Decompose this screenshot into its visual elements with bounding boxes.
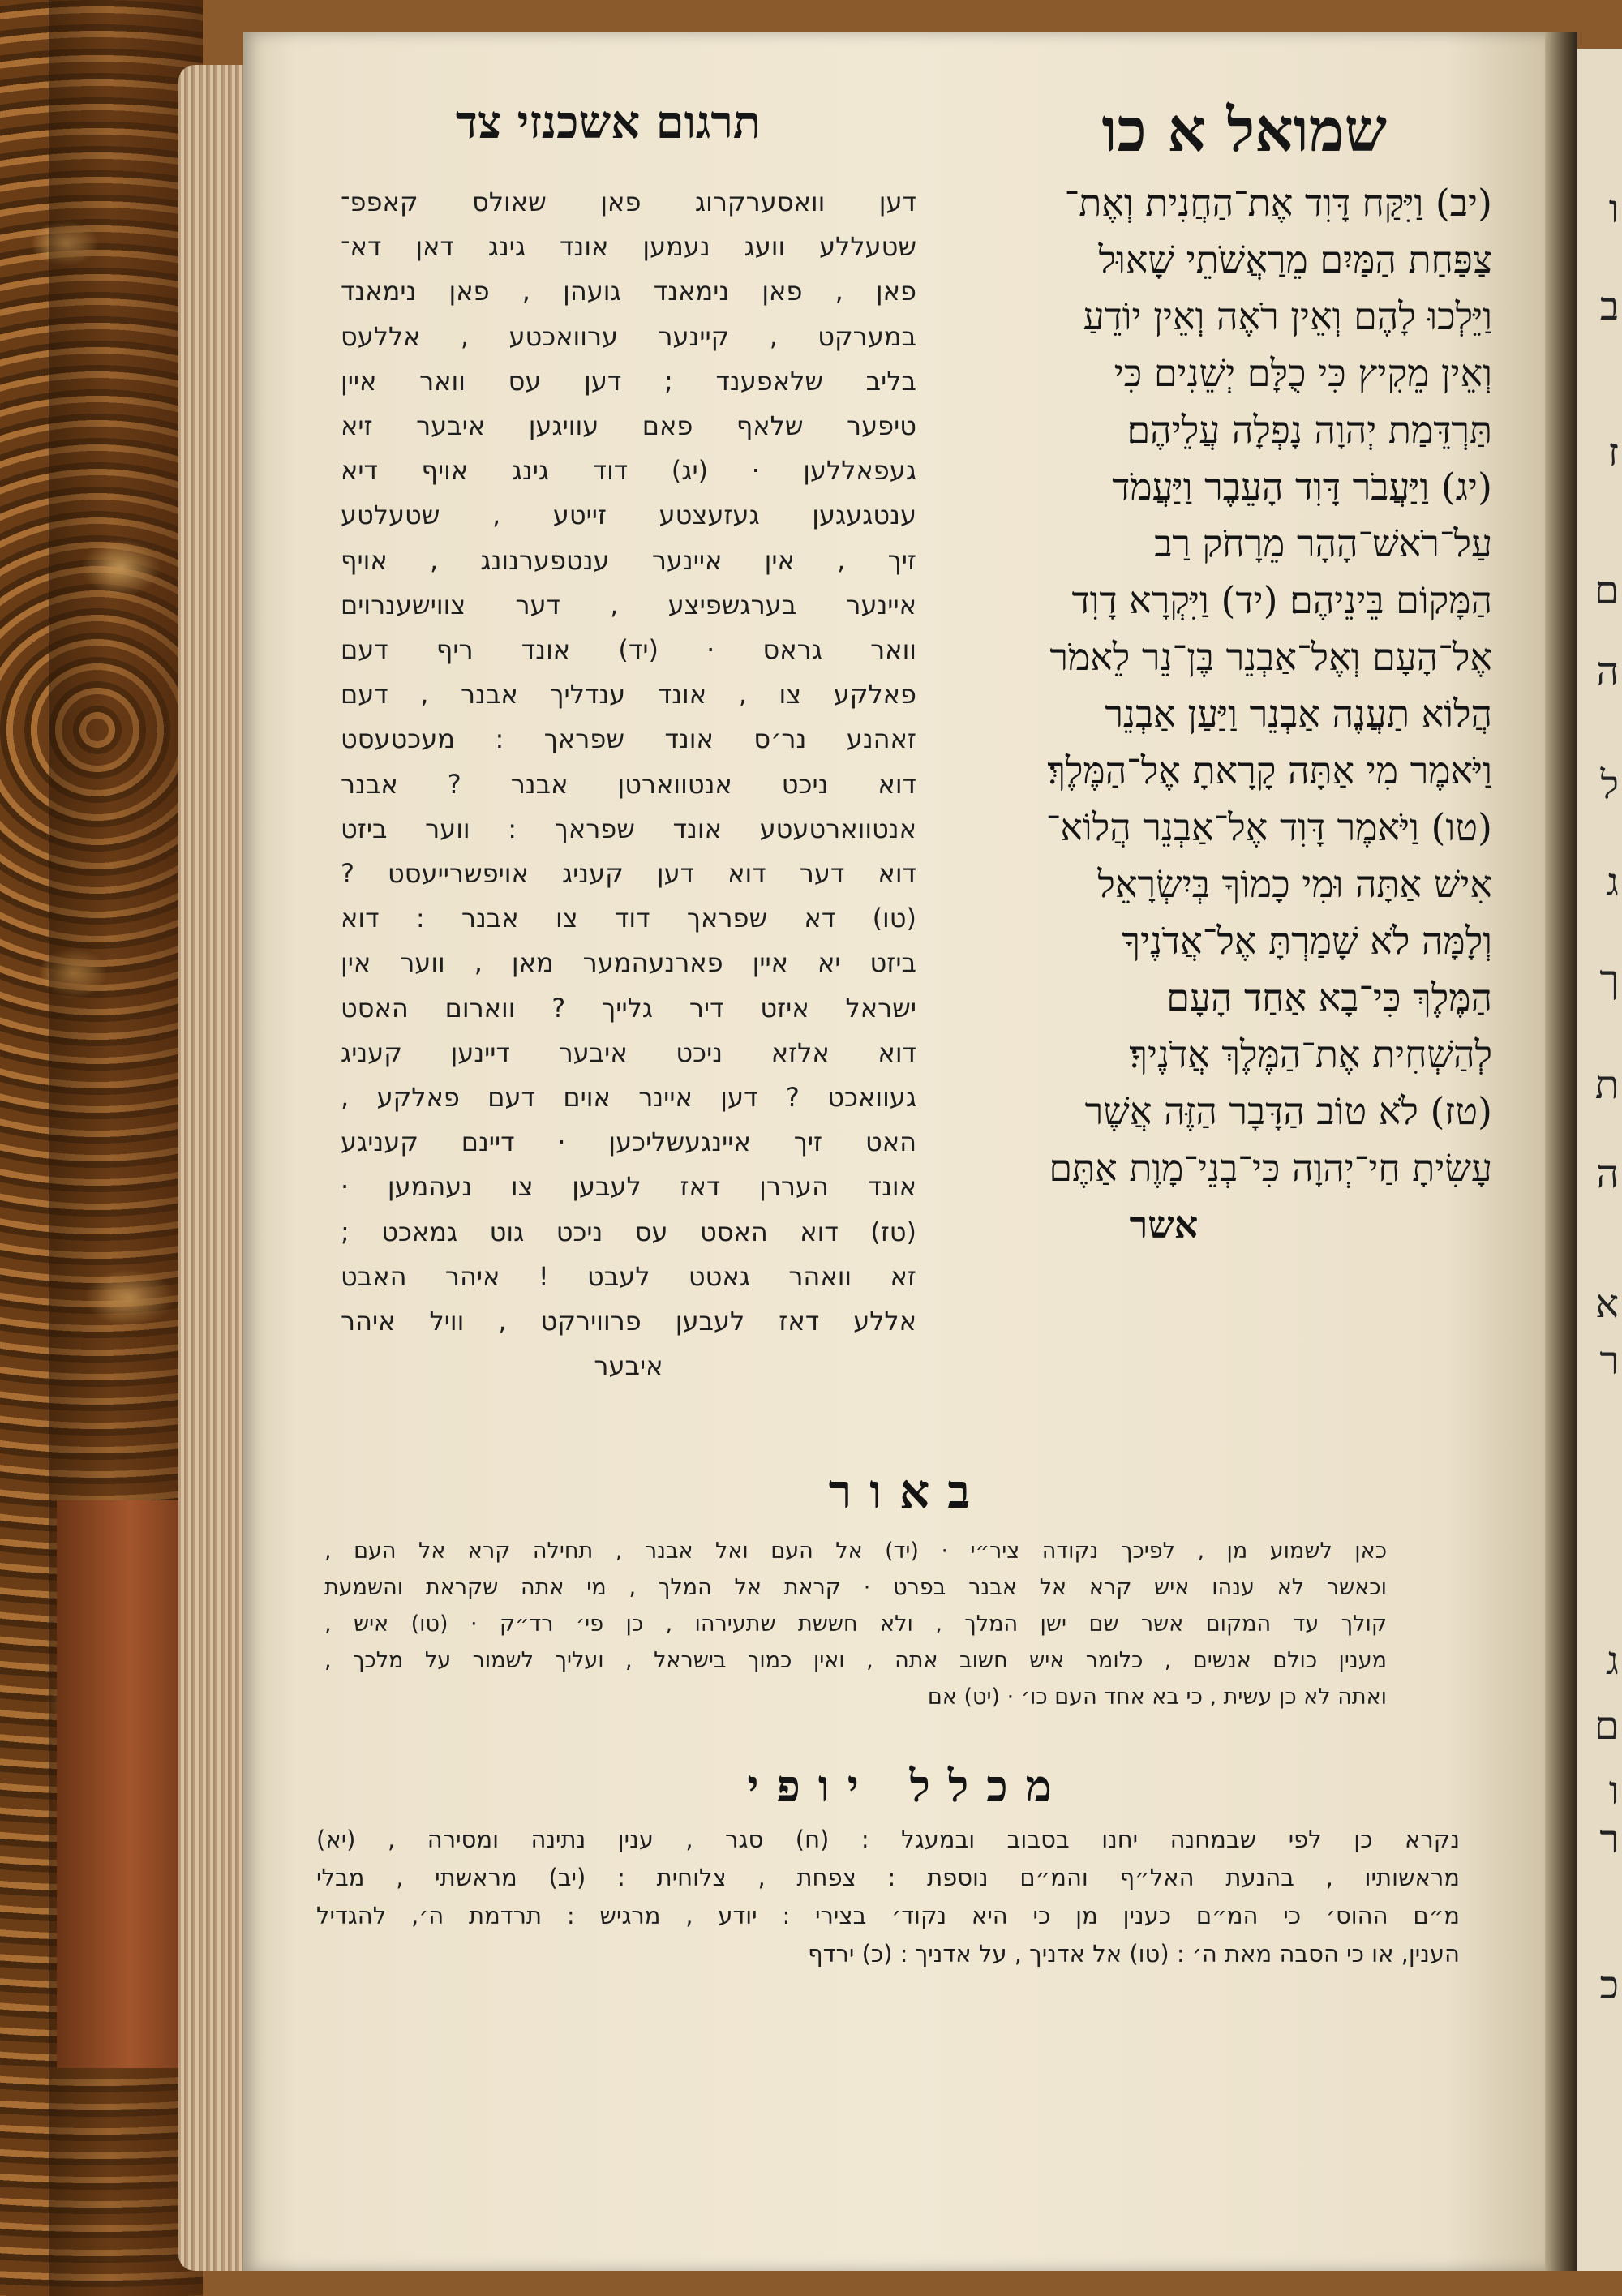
commentary-line: קולך עד המקום אשר שם ישן המלך , ולא חששת שתעירהו , כן פי׳ רד״ק · (טו) איש ,: [324, 1611, 1387, 1637]
yiddish-line: אנטווארטעטע אונד שפראך : ווער ביזט: [341, 813, 916, 844]
running-head-translation: תרגום אשכנזי צד: [455, 96, 762, 149]
commentary-line: הענין, או כי הסבה מאת ה׳ : (טו) אל אדניך , על אדניך : (כ) ירדף: [808, 1940, 1460, 1968]
yiddish-line: פאלקע צו , אונד ענדליך אבנר , דעם: [341, 679, 916, 710]
facing-fragment: ת: [1594, 1062, 1619, 1108]
commentary-line: מ״ם ההוס׳ כי המ״ם כענין מן כי היא נקוד׳ בצירי : יודע , מרגיש : תרדמת ה׳, להגדיל: [316, 1902, 1460, 1929]
facing-fragment: ם: [1594, 568, 1619, 613]
yiddish-line: געוואכט ? דען איינר אוים דעם פאלקע ,: [341, 1082, 916, 1114]
facing-fragment: ך: [1599, 957, 1619, 1002]
facing-page-edge: [1577, 49, 1622, 2271]
facing-fragment: ר: [1599, 1817, 1619, 1862]
yiddish-line: פאן , פאן נימאנד גועהן , פאן נימאנד: [341, 276, 916, 307]
yiddish-line: געפאללען · (יג) דוד גינג אויף דיא: [341, 455, 916, 487]
yiddish-line: זיך , אין איינער ענטפערנונג , אויף: [341, 544, 916, 576]
yiddish-line: בליב שלאפענד ; דען עס וואר איין: [341, 365, 916, 397]
yiddish-line: דוא דער דוא דען קעניג אויפשרייעסט ?: [341, 858, 916, 890]
yiddish-translation-column: [341, 180, 916, 1388]
commentary-line: כאן לשמוע מן , לפיכך נקודה ציר״י · (יד) אל העם ואל אבנר , תחילה קרא אל העם ,: [324, 1539, 1387, 1564]
hebrew-line: הֲלוֹא תַעֲנֶה אַבְנֵר וַיַּעַן אַבְנֵר: [1105, 692, 1492, 736]
yiddish-line: זאהנע נר׳ס אונד שפראך : מעכטעסט: [341, 723, 916, 755]
facing-fragment: ב: [1599, 284, 1619, 329]
facing-fragment: כ: [1599, 1963, 1619, 2008]
facing-fragment: ל: [1600, 762, 1619, 808]
yiddish-line: ענטגעגען געזעצטע זייטע , שטעלטע: [341, 500, 916, 531]
yiddish-line: שטעללע וועג נעמען אונד גינג דאן דא־: [341, 231, 916, 263]
hebrew-line: תַּרְדֵּמַת יְהוָה נָפְלָה עֲלֵיהֶם׃: [1126, 408, 1492, 452]
yiddish-line: האט זיך איינגעשליכען · דיינם קעניגע: [341, 1127, 916, 1158]
biur-heading: באור: [828, 1464, 989, 1519]
yiddish-line: וואר גראס · (יד) אונד ריף דעם: [341, 634, 916, 666]
facing-fragment: ו: [1608, 1768, 1619, 1813]
yiddish-line: זא וואהר גאטט לעבט ! איהר האבט: [341, 1260, 916, 1292]
hebrew-line: הַמָּקוֹם בֵּינֵיהֶם׃ (יד) וַיִּקְרָא דָוִד: [1071, 578, 1492, 622]
hebrew-line: (טז) לֹא טוֹב הַדָּבָר הַזֶּה אֲשֶׁר: [1084, 1089, 1492, 1133]
commentary-line: נקרא כן לפי שבמחנה יחנו בסבוב ובמעגל : (ח) סגר , ענין נתינה ומסירה , (יא): [316, 1826, 1460, 1853]
book-gutter: [1545, 32, 1577, 2271]
hebrew-line: לְהַשְׁחִית אֶת־הַמֶּלֶךְ אֲדֹנֶיךָ׃: [1129, 1032, 1492, 1076]
facing-fragment: ו: [1608, 187, 1619, 232]
facing-fragment: א: [1595, 1281, 1619, 1327]
hebrew-line: וַיֵּלְכוּ לָהֶם וְאֵין רֹאֶה וְאֵין יוֹדֵעַ: [1083, 294, 1492, 338]
facing-fragment: ר: [1599, 1338, 1619, 1384]
facing-fragment: ג: [1606, 860, 1619, 905]
hebrew-line: (טו) וַיֹּאמֶר דָּוִד אֶל־אַבְנֵר הֲלוֹא־: [1045, 805, 1492, 849]
yiddish-line: במערקט , קיינער ערוואכטע , אללעס: [341, 320, 916, 352]
facing-fragment: ם: [1594, 1703, 1619, 1749]
hebrew-line: (יב) וַיִּקַּח דָּוִד אֶת־הַחֲנִית וְאֶת־: [1064, 181, 1492, 225]
yiddish-line: דוא אלזא ניכט איבער דיינען קעניג: [341, 1036, 916, 1068]
facing-fragment: ה: [1596, 649, 1619, 694]
commentary-line: וכאשר לא ענהו איש קרא אל אבנר בפרט · קראת אל המלך , מי אתה שקראת והשמעת: [324, 1575, 1387, 1600]
yiddish-line: ישראל איזט דיר גלייך ? ווארום האסט: [341, 992, 916, 1024]
yiddish-line: דען וואסערקרוג פאן שאולס קאפפ־: [341, 187, 916, 217]
hebrew-text-column: [933, 174, 1492, 1253]
hebrew-line: (יג) וַיַּעֲבֹר דָּוִד הָעֵבֶר וַיַּעֲמֹד: [1112, 465, 1492, 509]
yiddish-line: דוא ניכט אנטווארטן אבנר ? אבנר: [341, 768, 916, 800]
page-edges: [178, 65, 251, 2271]
hebrew-line: אִישׁ אַתָּה וּמִי כָמוֹךָ בְּיִשְׂרָאֵל: [1097, 862, 1492, 906]
hebrew-line: וַיֹּאמֶר מִי אַתָּה קָרָאתָ אֶל־הַמֶּלֶךְ׃: [1047, 749, 1492, 792]
facing-fragment: ה: [1596, 1152, 1619, 1197]
running-head-book: שמואל א כו: [1101, 96, 1387, 165]
facing-fragment: ז: [1607, 430, 1619, 475]
hebrew-line: עָשִׂיתָ חַי־יְהוָה כִּי־בְנֵי־מָוֶת אַתֶּם: [1049, 1146, 1492, 1190]
yiddish-line: (טו) דא שפראך דוד צו אבנר : דוא: [341, 903, 916, 934]
facing-fragment: ג: [1606, 1638, 1619, 1684]
yiddish-line: אללע דאז לעבען פרווירקט , וויל איהר: [341, 1306, 916, 1337]
hebrew-line: עַל־רֹאשׁ־הָהָר מֵרָחֹק רַב: [1154, 521, 1492, 565]
hebrew-catchword: אשר: [1129, 1203, 1199, 1247]
hebrew-line: אֶל־הָעָם וְאֶל־אַבְנֵר בֶּן־נֵר לֵאמֹר: [1049, 635, 1492, 679]
yiddish-line: איינער בערגשפיצע , דער צווישענרוים: [341, 589, 916, 620]
yiddish-line: אונד העררן דאז לעבען צו נעהמען ·: [341, 1171, 916, 1203]
commentary-line: ואתה לא כן עשית , כי בא אחד העם כו׳ · (יט) אם: [927, 1684, 1387, 1710]
mikhlol-yofi-commentary: [316, 1821, 1460, 1973]
hebrew-line: הַמֶּלֶךְ כִּי־בָא אַחַד הָעָם: [1166, 976, 1492, 1019]
hebrew-line: וְלָמָּה לֹא שָׁמַרְתָּ אֶל־אֲדֹנֶיךָ: [1122, 919, 1492, 963]
yiddish-line: (טז) דוא האסט עס ניכט גוט גמאכט ;: [341, 1216, 916, 1247]
yiddish-line: איבער: [594, 1350, 663, 1382]
yiddish-line: טיפער שלאף פאם עוויגען איבער זיא: [341, 410, 916, 442]
yiddish-line: ביזט יא איין פארנעהמער מאן , ווער אין: [341, 947, 916, 979]
hebrew-line: וְאֵין מֵקִיץ כִּי כֻלָּם יְשֵׁנִים כִּי: [1114, 351, 1492, 395]
hebrew-line: צַפַּחַת הַמַּיִם מֵרַאֲשֹׁתֵי שָׁאוּל: [1098, 238, 1492, 281]
commentary-line: מראשותיו , בהנעת האל״ף והמ״ם נוספת : צפחת , צלוחית : (יב) מראשתי , מבלי: [316, 1864, 1460, 1891]
biur-commentary: [324, 1533, 1387, 1715]
commentary-line: מענין כולם אנשים , כלומר איש חשוב אתה , ואין כמוך בישראל , ועליך לשמור על מלכך ,: [324, 1648, 1387, 1673]
mikhlol-yofi-heading: מכלל יופי: [747, 1760, 1070, 1812]
